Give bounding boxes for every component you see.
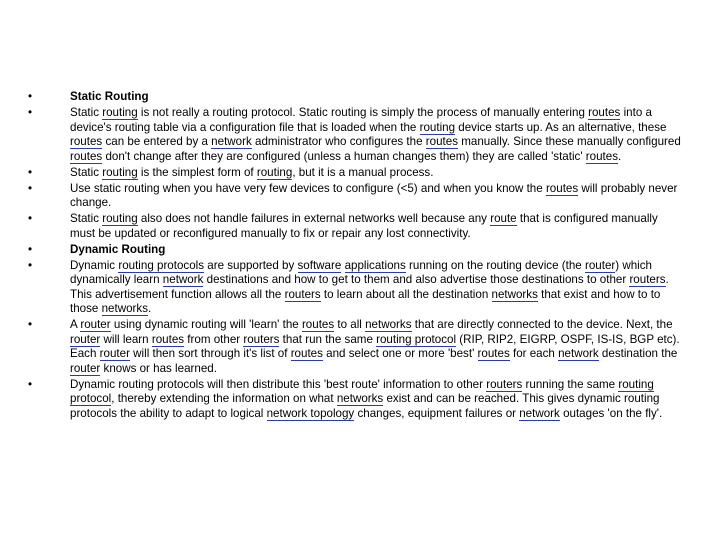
hyperlink[interactable]: network [211, 135, 252, 148]
item-text [70, 378, 662, 421]
hyperlink[interactable]: applications [344, 258, 406, 272]
text-run: to learn about all the destination [320, 287, 492, 301]
item-text [70, 318, 680, 376]
text-run: will then sort through it's list of [129, 347, 291, 360]
text-run: ) which dynamically learn [70, 258, 653, 286]
text-run: . This advertisement function allows all the [70, 273, 669, 301]
text-run: exist and can be reached. This gives dynamic routing protocols the ability to adapt to logical [70, 392, 660, 420]
list-item [25, 318, 685, 376]
text-run: from other [184, 332, 244, 346]
text-run: changes, equipment failures or [354, 406, 520, 420]
text-run: into a device's routing table via a configuration file that is loaded when the [70, 106, 652, 134]
text-run: manually. Since these manually configured [458, 135, 681, 148]
text-run: that run the same [279, 332, 377, 346]
hyperlink[interactable]: routing [102, 106, 138, 119]
bullet-icon: • [27, 90, 33, 103]
text-run: that is configured manually must be updated or reconfigured manually to fix or repair any lost connectivity. [70, 212, 658, 240]
hyperlink[interactable]: route [490, 212, 517, 225]
text-run: using dynamic routing will 'learn' the [110, 318, 302, 331]
section-heading-item [25, 90, 685, 105]
list-item [25, 182, 685, 211]
item-text [70, 182, 677, 210]
hyperlink[interactable]: routes [70, 135, 103, 148]
text-run: is not really a routing protocol. Static routing is simply the process of manually entering [137, 106, 589, 119]
text-run: destination the [598, 347, 678, 360]
text-run: , but it is a manual process. [292, 165, 434, 179]
text-run: knows or has learned. [100, 361, 217, 375]
text-run: A [70, 318, 81, 331]
bullet-icon: • [27, 165, 33, 179]
text-run: Dynamic routing protocols will then distribute this 'best route' information to other [70, 377, 487, 391]
hyperlink[interactable]: routers [486, 377, 523, 391]
hyperlink[interactable]: network [558, 347, 599, 360]
hyperlink[interactable]: networks [101, 302, 148, 315]
list-item [25, 378, 685, 422]
text-run: to all [334, 318, 366, 331]
item-text [70, 212, 658, 240]
hyperlink[interactable]: network [519, 406, 560, 420]
list-item [25, 166, 685, 181]
bullet-icon: • [27, 181, 33, 195]
hyperlink[interactable]: network topology [266, 406, 355, 420]
hyperlink[interactable]: routing [102, 212, 138, 225]
bullet-icon: • [27, 377, 33, 391]
text-run: Static Routing [70, 90, 149, 103]
hyperlink[interactable]: network [162, 273, 204, 286]
text-run: Use static routing when you have very few devices to configure (<5) and when you know the [70, 181, 546, 195]
text-run: . [148, 302, 152, 315]
hyperlink[interactable]: software [297, 258, 342, 272]
text-run: is the simplest form of [137, 165, 257, 179]
text-run: Dynamic [70, 258, 119, 272]
hyperlink[interactable]: routes [70, 149, 103, 163]
hyperlink[interactable]: routing protocol [376, 332, 457, 346]
bullet-list [25, 90, 685, 423]
hyperlink[interactable]: networks [365, 318, 412, 331]
text-run: Static [70, 165, 103, 179]
hyperlink[interactable]: routes [585, 149, 619, 163]
bullet-icon: • [27, 106, 33, 119]
bullet-icon: • [27, 318, 33, 331]
list-item [25, 106, 685, 164]
hyperlink[interactable]: router [70, 361, 101, 375]
text-run: and select one or more 'best' [322, 347, 478, 360]
text-run: for each [509, 347, 559, 360]
hyperlink[interactable]: routing [102, 165, 138, 179]
text-run: that exist and how to to those [70, 287, 661, 315]
text-run: administrator who configures the [251, 135, 426, 148]
text-run: running the same [522, 377, 619, 391]
text-run: , thereby extending the information on what [111, 392, 337, 405]
bullet-icon: • [27, 242, 33, 256]
text-run: . [618, 149, 622, 163]
text-run: can be entered by a [102, 135, 212, 148]
list-item [25, 212, 685, 241]
item-text [70, 166, 433, 180]
hyperlink[interactable]: networks [491, 287, 538, 301]
text-run: don't change after they are configured (unless a human changes them) they are called 'static' [102, 149, 586, 163]
item-text [70, 90, 149, 103]
text-run: Static [70, 106, 103, 119]
hyperlink[interactable]: routers [629, 273, 666, 286]
section-heading-item [25, 243, 685, 258]
text-run: outages 'on the fly'. [559, 406, 663, 420]
hyperlink[interactable]: routes [151, 332, 185, 346]
hyperlink[interactable]: router [80, 318, 111, 331]
hyperlink[interactable]: routes [290, 347, 323, 360]
text-run: destinations and how to get to them and also advertise those destinations to other [203, 273, 630, 286]
bullet-icon: • [27, 258, 33, 272]
hyperlink[interactable]: routing protocols [118, 258, 205, 272]
hyperlink[interactable]: networks [336, 392, 384, 405]
hyperlink[interactable]: routes [545, 181, 579, 195]
hyperlink[interactable]: routing protocol [70, 377, 654, 405]
text-run: also does not handle failures in external networks well because any [137, 212, 491, 225]
hyperlink[interactable]: router [99, 347, 130, 360]
text-run: (RIP, RIP2, EIGRP, OSPF, IS-IS, BGP etc). Each [70, 332, 680, 360]
item-text [70, 243, 165, 256]
text-run: Static [70, 212, 103, 225]
bullet-icon: • [27, 212, 33, 225]
hyperlink[interactable]: routers [284, 287, 321, 301]
text-run: Dynamic Routing [70, 242, 166, 256]
text-run: will probably never change. [70, 181, 678, 209]
item-text [70, 106, 681, 164]
hyperlink[interactable]: router [70, 332, 101, 346]
list-item [25, 259, 685, 317]
item-text [70, 259, 669, 317]
hyperlink[interactable]: routing [256, 165, 293, 179]
hyperlink[interactable]: routes [477, 347, 510, 360]
hyperlink[interactable]: routes [588, 106, 621, 119]
hyperlink[interactable]: router [584, 258, 616, 272]
hyperlink[interactable]: routing [419, 120, 456, 134]
hyperlink[interactable]: routers [243, 332, 280, 346]
text-run: running on the routing device (the [405, 258, 585, 272]
text-run: are supported by [204, 258, 298, 272]
hyperlink[interactable]: routes [425, 135, 459, 148]
text-run: device starts up. As an alternative, these [455, 120, 667, 134]
text-run: that are directly connected to the device. Next, the [411, 318, 673, 331]
hyperlink[interactable]: routes [301, 318, 335, 331]
text-run: will learn [100, 332, 152, 346]
